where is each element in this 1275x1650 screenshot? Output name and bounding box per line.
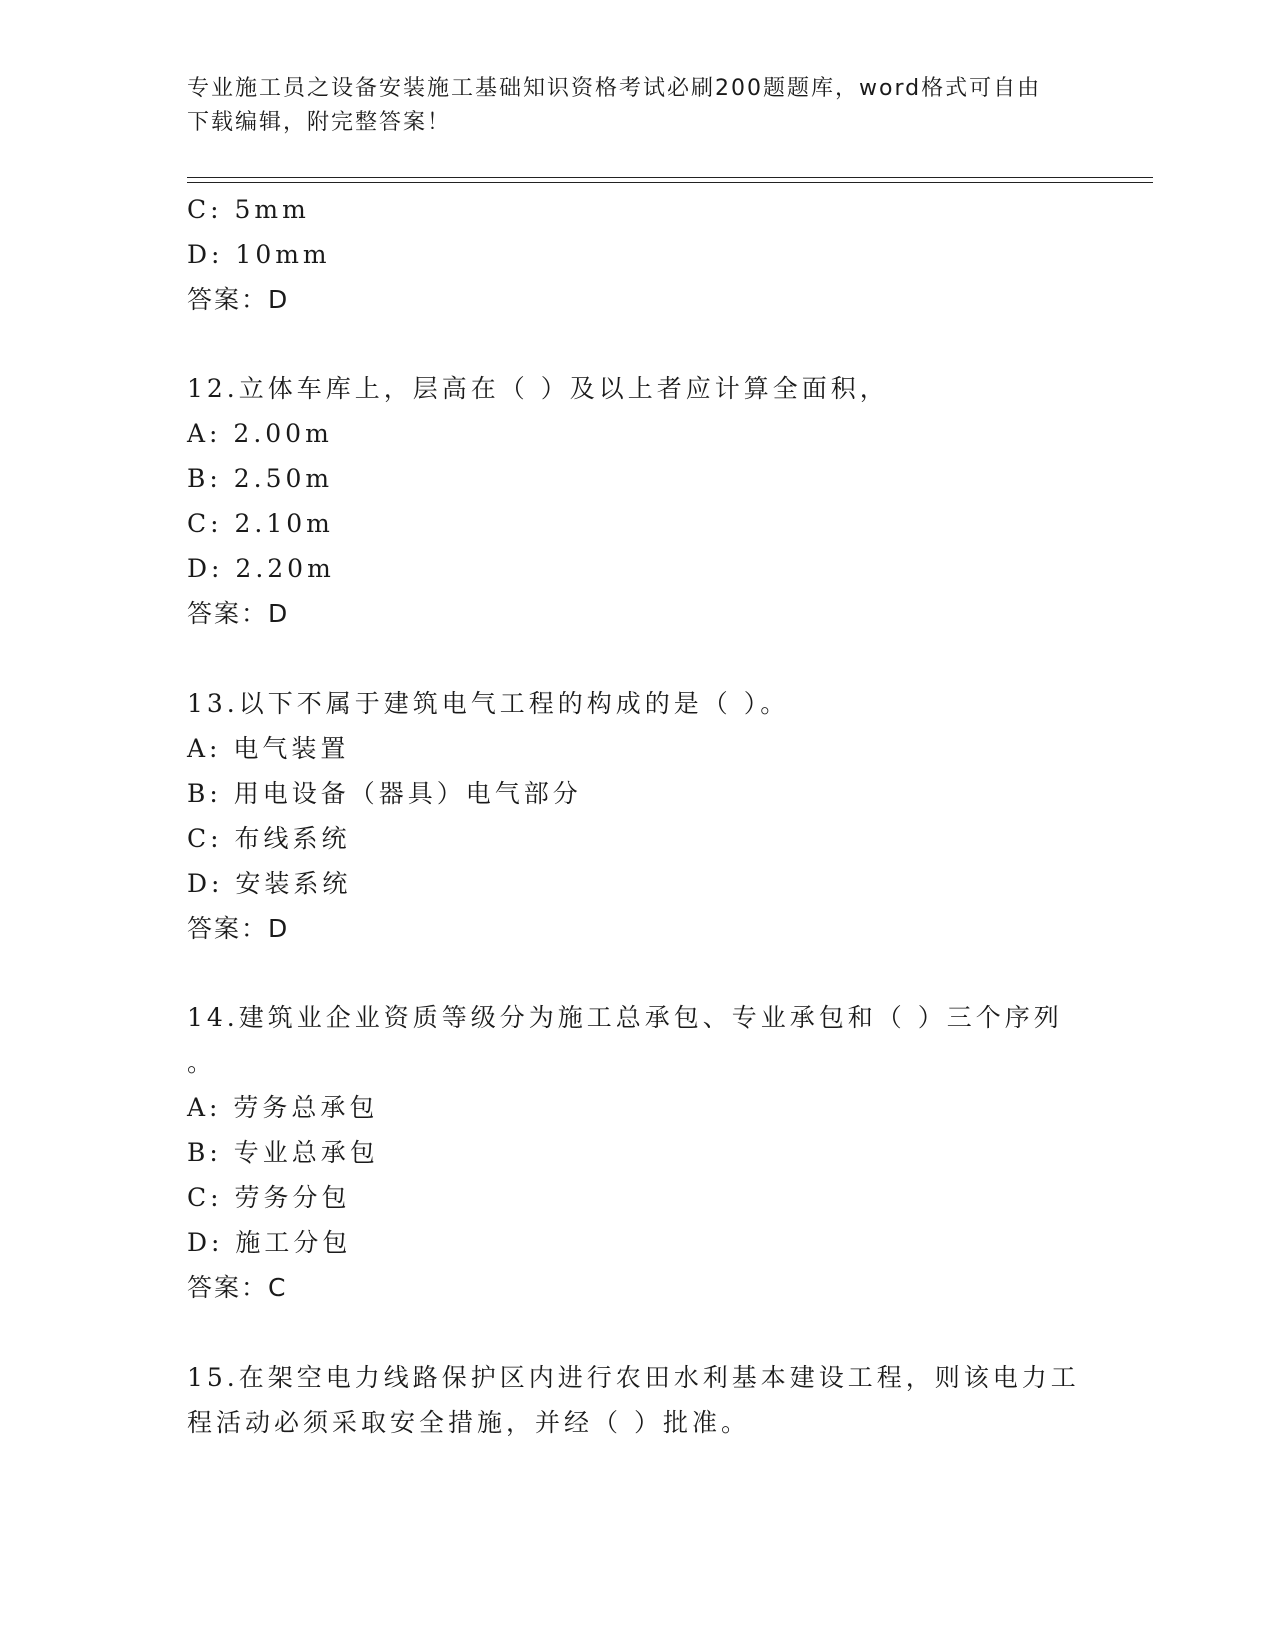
q13-option-a: A: 电气装置 <box>187 734 350 763</box>
q13-option-b: B: 用电设备（器具）电气部分 <box>187 779 582 808</box>
q14-option-b: B: 专业总承包 <box>187 1138 379 1167</box>
q11-option-c: C: 5mm <box>187 195 310 224</box>
q14-answer: 答案：C <box>187 1273 288 1302</box>
q14-stem-line-1: 14.建筑业企业资质等级分为施工总承包、专业承包和（ ）三个序列 <box>187 1003 1063 1032</box>
q11-answer: 答案：D <box>187 285 290 314</box>
q14-stem-line-2: 。 <box>187 1048 217 1077</box>
document-header <box>187 72 1087 140</box>
q12-answer: 答案：D <box>187 599 290 628</box>
q12-stem: 12.立体车库上，层高在（ ）及以上者应计算全面积， <box>187 374 889 403</box>
q14-option-d: D: 施工分包 <box>187 1228 352 1257</box>
q13-answer: 答案：D <box>187 914 290 943</box>
q15-stem-line-2: 程活动必须采取安全措施，并经（ ）批准。 <box>187 1408 750 1437</box>
q13-option-d: D: 安装系统 <box>187 869 352 898</box>
header-line-2: 下载编辑，附完整答案！ <box>187 110 452 135</box>
q12-option-d: D: 2.20m <box>187 554 335 583</box>
q12-option-a: A: 2.00m <box>187 419 333 448</box>
header-divider-top <box>187 177 1153 178</box>
q12-option-b: B: 2.50m <box>187 464 334 493</box>
header-line-1: 专业施工员之设备安装施工基础知识资格考试必刷200题题库，word格式可自由 <box>187 76 1042 101</box>
header-divider-bottom <box>187 182 1153 183</box>
q15-stem-line-1: 15.在架空电力线路保护区内进行农田水利基本建设工程，则该电力工 <box>187 1363 1080 1392</box>
q14-option-a: A: 劳务总承包 <box>187 1093 379 1122</box>
q14-option-c: C: 劳务分包 <box>187 1183 351 1212</box>
q13-option-c: C: 布线系统 <box>187 824 351 853</box>
q13-stem: 13.以下不属于建筑电气工程的构成的是（ ）。 <box>187 689 790 718</box>
q12-option-c: C: 2.10m <box>187 509 334 538</box>
q11-option-d: D: 10mm <box>187 240 331 269</box>
